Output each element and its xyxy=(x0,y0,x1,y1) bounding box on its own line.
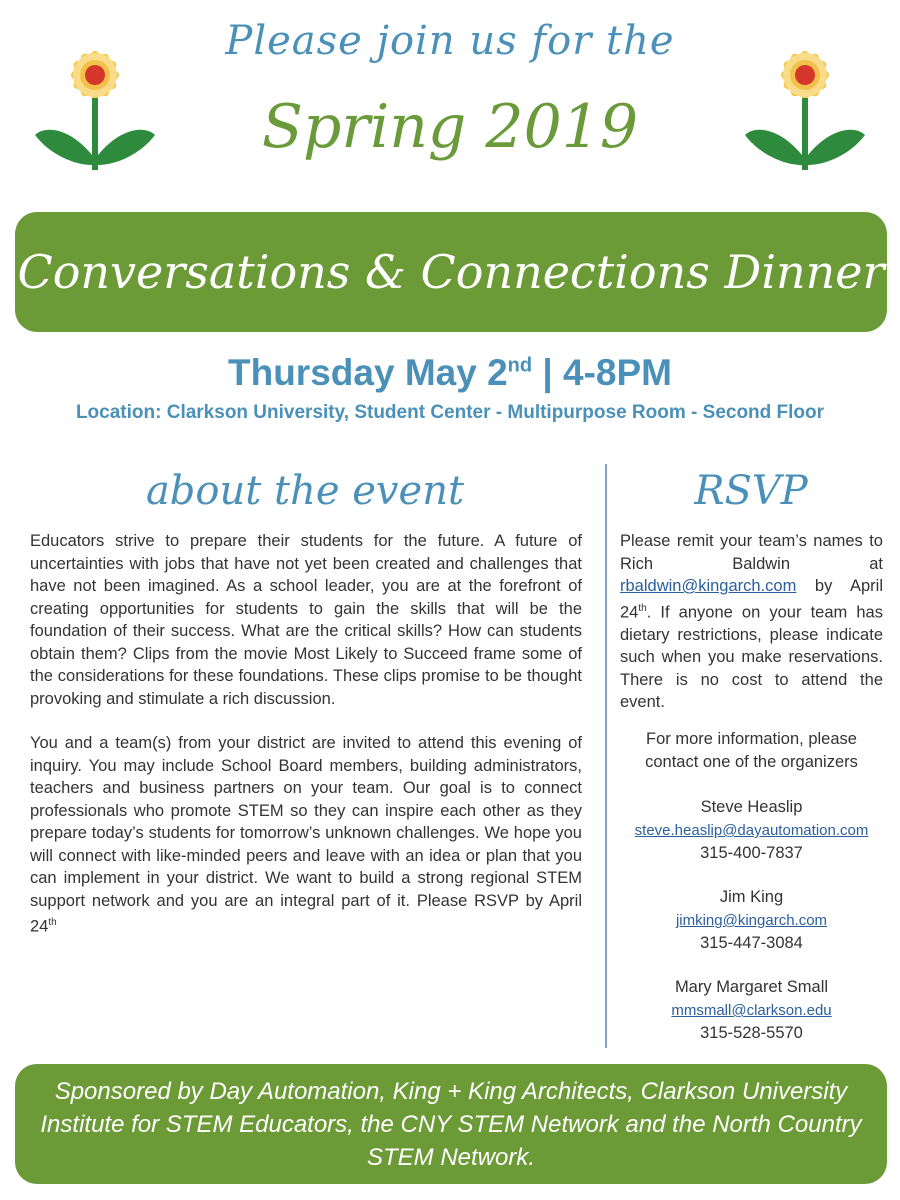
column-divider xyxy=(605,464,607,1048)
contact-phone: 315-447-3084 xyxy=(700,934,803,952)
rsvp-text-before: Please remit your team’s names to Rich Baldwin at xyxy=(620,532,883,573)
contact-phone: 315-528-5570 xyxy=(700,1024,803,1042)
about-paragraph-2-suffix: th xyxy=(48,917,57,928)
about-paragraph-2 xyxy=(30,732,582,938)
rsvp-text-after: by April 24 xyxy=(620,577,883,621)
contact-card xyxy=(620,886,883,955)
contact-email-link[interactable]: jimking@kingarch.com xyxy=(675,912,828,929)
rsvp-body xyxy=(620,530,883,714)
contact-email-link[interactable]: mmsmall@clarkson.edu xyxy=(671,1002,832,1019)
contact-name: Steve Heaslip xyxy=(700,798,803,816)
contact-name: Mary Margaret Small xyxy=(674,978,829,996)
contact-card xyxy=(620,796,883,865)
rsvp-text-end: . If anyone on your team has dietary restrictions, please indicate such when you make reservations. There is no cost to attend the event. xyxy=(620,603,883,711)
contact-phone: 315-400-7837 xyxy=(700,844,803,862)
rsvp-email-link[interactable]: rbaldwin@kingarch.com xyxy=(620,577,797,595)
more-info-text: For more information, please contact one of the organizers xyxy=(645,730,858,771)
sponsor-text: Sponsored by Day Automation, King + King Architects, Clarkson University Institute for STEM Educators, the CNY STEM Network and the North Country STEM Network. xyxy=(40,1077,862,1171)
contact-name: Jim King xyxy=(719,888,784,906)
about-paragraph-2-text: You and a team(s) from your district are invited to attend this evening of inquiry. You may include School Board members, building administrators, teachers and business partners on your team. Our goal is to connect professionals who promote STEM so they can inspire each other as they prepare today’s students for tomorrow’s unknown challenges. We hope you will connect with like-minded peers and leave with an idea or plan that you can implement in your district. We want to build a strong regional STEM support network and you are an integral part of it. Please RSVP by April 24 xyxy=(30,734,582,936)
event-date xyxy=(0,352,900,394)
event-time: | 4-8PM xyxy=(532,352,672,393)
contact-card xyxy=(620,976,883,1045)
rsvp-heading: RSVP xyxy=(694,468,808,514)
sponsor-banner xyxy=(15,1064,887,1184)
invite-heading: Please join us for the xyxy=(225,18,675,64)
event-date-suffix: nd xyxy=(507,354,533,377)
about-body xyxy=(30,530,582,960)
title-banner xyxy=(15,212,887,332)
event-date-main: Thursday May 2 xyxy=(228,352,508,393)
season-heading: Spring 2019 xyxy=(261,92,639,162)
about-heading: about the event xyxy=(145,468,465,514)
event-title: Conversations & Connections Dinner xyxy=(17,245,885,299)
contact-email-link[interactable]: steve.heaslip@dayautomation.com xyxy=(634,822,869,839)
about-paragraph-1: Educators strive to prepare their students for the future. A future of uncertainties with jobs that have not yet been created and challenges that have not been imagined. As a school leader, you are at the forefront of creating opportunities for students to gain the skills that will be the foundation of their success. What are the critical skills? How can students obtain them? Clips from the movie Most Likely to Succeed frame some of the considerations for these foundations. These clips promise to be thought provoking and stimulate a rich discussion. xyxy=(30,532,582,708)
rsvp-date-suffix: th xyxy=(638,602,647,614)
event-location: Location: Clarkson University, Student Center - Multipurpose Room - Second Floor xyxy=(75,402,825,423)
